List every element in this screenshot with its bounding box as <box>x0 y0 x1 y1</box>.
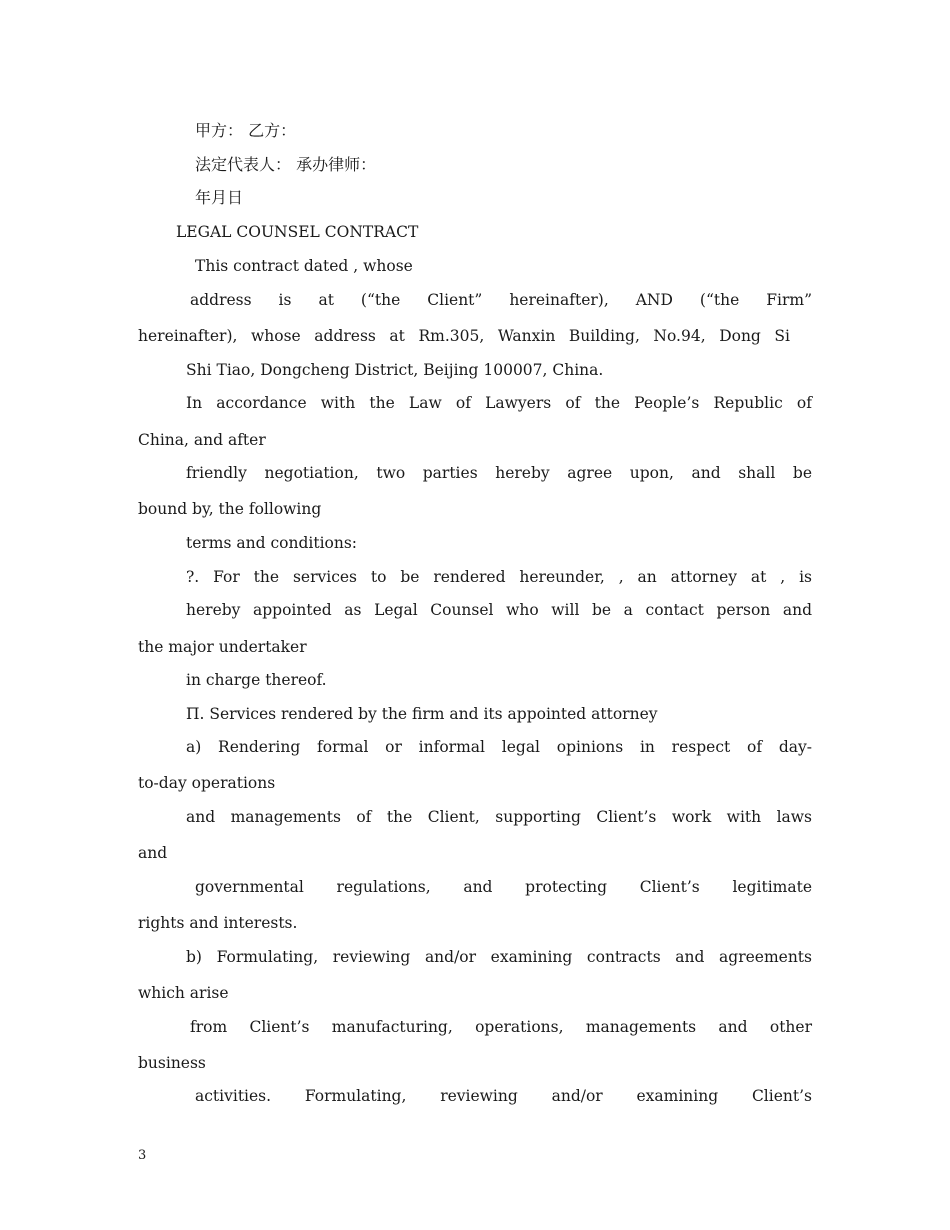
representative-line: 法定代表人： 承办律师： <box>195 155 377 174</box>
section-heading: Π. Services rendered by the firm and its appointed attorney <box>186 705 658 723</box>
text-line: from Client’s manufacturing, operations, managements and other <box>190 1018 812 1036</box>
text-line: and managements of the Client, supporting Client’s work with laws <box>186 808 812 826</box>
text-line: governmental regulations, and protecting Client’s legitimate <box>195 878 812 896</box>
page-number: 3 <box>138 1148 147 1163</box>
text-line: the major undertaker <box>138 638 307 656</box>
party-a-b-line: 甲方： 乙方： <box>195 121 297 140</box>
contract-title: LEGAL COUNSEL CONTRACT <box>176 223 419 241</box>
text-line: to-day operations <box>138 774 276 792</box>
text-line: ?. For the services to be rendered hereunder, , an attorney at , is <box>186 568 812 586</box>
text-line: activities. Formulating, reviewing and/or examining Client’s <box>195 1087 812 1105</box>
text-line: in charge thereof. <box>186 671 327 689</box>
text-line: This contract dated , whose <box>195 257 413 275</box>
text-line: bound by, the following <box>138 500 322 518</box>
date-line: 年月日 <box>195 188 244 207</box>
text-line: and <box>138 844 168 862</box>
text-line: terms and conditions: <box>186 534 358 552</box>
text-line: hereinafter), whose address at Rm.305, Wanxin Building, No.94, Dong Si <box>138 327 790 345</box>
text-line: hereby appointed as Legal Counsel who will be a contact person and <box>186 601 812 619</box>
text-line: Shi Tiao, Dongcheng District, Beijing 100007, China. <box>186 361 604 379</box>
text-line: In accordance with the Law of Lawyers of the People’s Republic of <box>186 394 812 412</box>
text-line: China, and after <box>138 431 266 449</box>
text-line: which arise <box>138 984 229 1002</box>
text-line: b) Formulating, reviewing and/or examining contracts and agreements <box>186 948 812 966</box>
text-line: a) Rendering formal or informal legal opinions in respect of day- <box>186 738 812 756</box>
text-line: friendly negotiation, two parties hereby agree upon, and shall be <box>186 464 812 482</box>
text-line: address is at (“the Client” hereinafter), AND (“the Firm” <box>190 291 812 309</box>
text-line: rights and interests. <box>138 914 298 932</box>
text-line: business <box>138 1054 206 1072</box>
